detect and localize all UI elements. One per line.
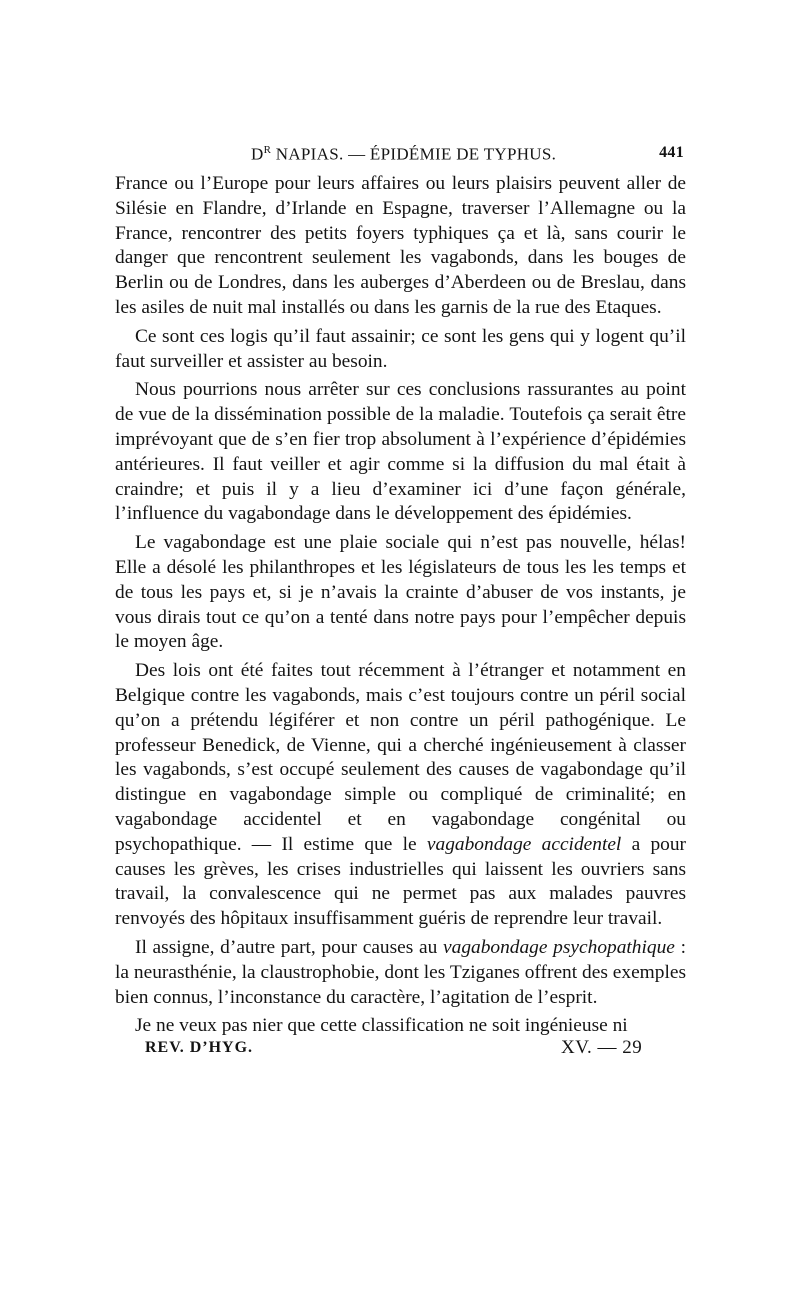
text-run: Je ne veux pas nier que cette classification ne soit ingénieuse ni <box>135 1015 628 1037</box>
paragraph <box>115 659 686 932</box>
signature-volume: XV. — 29 <box>561 1037 643 1059</box>
text-run: a pour causes les grèves, les crises industrielles qui laissent les ouvriers sans travail, la convalescence qui ne permet pas aux malades pauvres renvoyés des hôpitaux insuffisamment guéris de reprendre leur travail. <box>115 833 686 930</box>
body-text <box>115 172 686 1039</box>
text-run: Ce sont ces logis qu’il faut assainir; ce sont les gens qui y logent qu’il faut surveiller et assister au besoin. <box>115 325 686 372</box>
text-run: : la neurasthénie, la claustrophobie, dont les Tziganes offrent des exemples bien connus, l’inconstance du caractère, l’agitation de l’esprit. <box>115 936 686 1008</box>
signature-line <box>115 1039 686 1065</box>
paragraph <box>115 531 686 655</box>
page-number: 441 <box>659 144 684 161</box>
running-title-prefix: D <box>251 144 264 164</box>
paragraph <box>115 936 686 1010</box>
running-title <box>251 144 556 165</box>
text-run: Le vagabondage est une plaie sociale qui n’est pas nouvelle, hélas! Elle a désolé les philanthropes et les législateurs de tous les les temps et de tous les pays et, si je n’avais la crainte d’abuser de vos instants, je vous dirais tout ce qu’on a tenté dans notre pays pour l’empêcher depuis le moyen âge. <box>115 532 686 653</box>
italic-text: vagabondage accidentel <box>426 833 622 855</box>
running-head <box>115 140 686 166</box>
paragraph <box>115 172 686 321</box>
text-run: Nous pourrions nous arrêter sur ces conclusions rassurantes au point de vue de la dissémination possible de la maladie. Toutefois ça serait être imprévoyant que de s’en fier trop absolument à l’expérience d’épidémies antérieures. Il faut veiller et agir comme si la diffusion du mal était à craindre; et puis il y a lieu d’examiner ici d’une façon générale, l’influence du vagabondage dans le développement des épidémies. <box>115 379 686 525</box>
text-run: France ou l’Europe pour leurs affaires ou leurs plaisirs peuvent aller de Silésie en Flandre, d’Irlande en Espagne, traverser l’Allemagne ou la France, rencontrer des petits foyers typhiques ça et là, sans courir le danger que rencontrent seulement les vagabonds, dans les bouges de Berlin ou de Londres, dans les auberges d’Aberdeen ou de Breslau, dans les asiles de nuit mal installés ou dans les garnis de la rue des Etaques. <box>115 173 686 318</box>
paragraph <box>115 325 686 375</box>
paragraph <box>115 1014 686 1039</box>
paragraph <box>115 378 686 527</box>
running-title-superscript: R <box>263 144 272 156</box>
italic-text: vagabondage psychopathique <box>443 936 675 958</box>
signature-journal: REV. D’HYG. <box>145 1039 254 1057</box>
text-run: Il assigne, d’autre part, pour causes au <box>135 936 444 958</box>
running-title-text: NAPIAS. — ÉPIDÉMIE DE TYPHUS. <box>271 144 557 164</box>
book-page <box>115 140 686 1065</box>
text-run: Des lois ont été faites tout récemment à l’étranger et notamment en Belgique contre les vagabonds, mais c’est toujours contre un péril social qu’on a prétendu légiférer et non contre un péril pathogénique. Le professeur Benedick, de Vienne, qui a cherché ingénieusement à classer les vagabonds, s’est occupé seulement des causes de vagabondage qu’il distingue en vagabondage simple ou compliqué de criminalité; en vagabondage accidentel et en vagabondage congénital ou psychopathique. — Il estime que le <box>115 660 686 855</box>
